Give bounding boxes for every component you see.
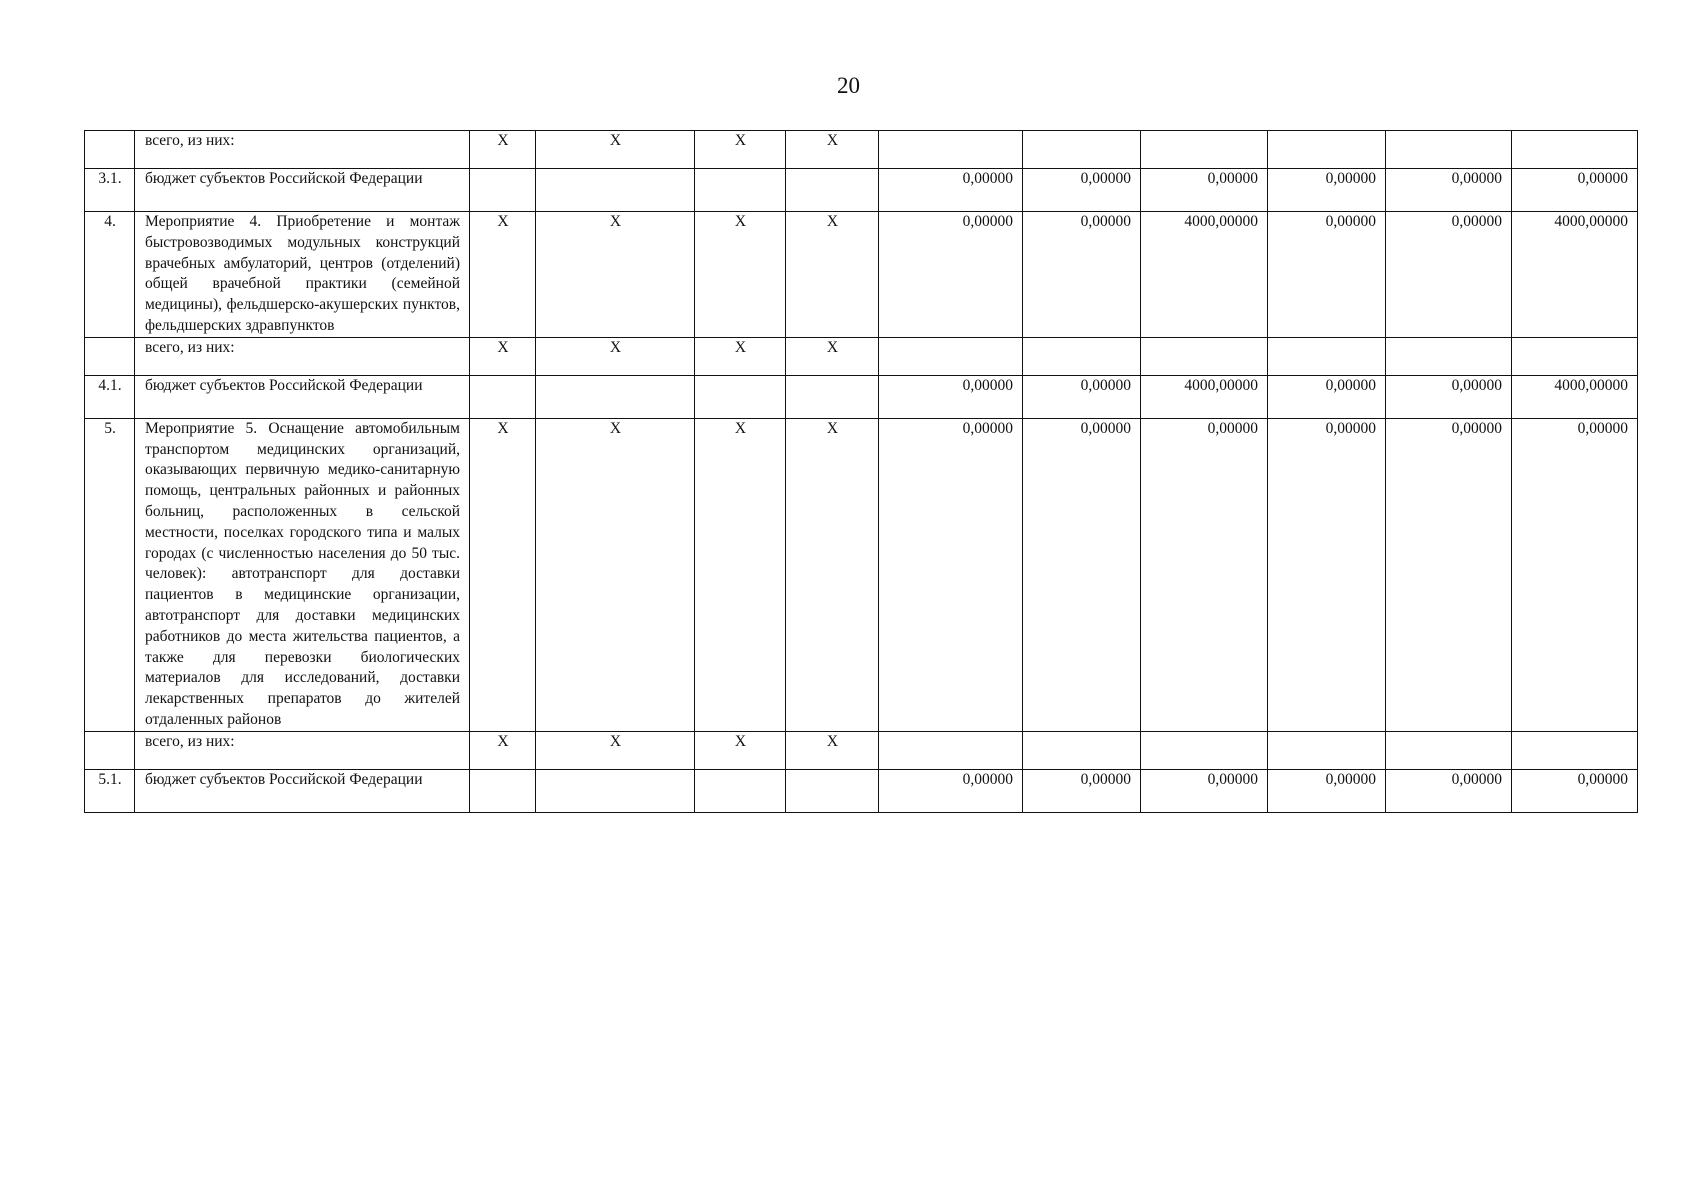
mark-cell: X xyxy=(695,418,786,731)
measure-row xyxy=(85,418,1638,731)
page-number: 20 xyxy=(837,73,860,98)
amount-cell: 0,00000 xyxy=(1268,212,1386,338)
mark-cell: X xyxy=(786,337,879,375)
mark-cell: X xyxy=(786,212,879,338)
mark-cell: X xyxy=(786,131,879,169)
mark-cell: X xyxy=(786,731,879,769)
amount-cell xyxy=(879,337,1023,375)
row-number-cell xyxy=(85,131,135,169)
amount-cell xyxy=(1141,131,1268,169)
mark-cell xyxy=(536,169,695,212)
mark-cell: X xyxy=(536,212,695,338)
row-number-cell xyxy=(85,731,135,769)
row-number-cell: 5.1. xyxy=(85,769,135,812)
description-cell: всего, из них: xyxy=(135,337,470,375)
row-number-cell: 4.1. xyxy=(85,375,135,418)
mark-cell: X xyxy=(695,337,786,375)
mark-cell xyxy=(695,169,786,212)
description-cell: всего, из них: xyxy=(135,731,470,769)
amount-cell: 0,00000 xyxy=(1512,418,1638,731)
mark-cell xyxy=(470,769,536,812)
amount-cell: 0,00000 xyxy=(1141,769,1268,812)
amount-cell xyxy=(1268,731,1386,769)
mark-cell: X xyxy=(536,337,695,375)
amount-cell: 0,00000 xyxy=(879,769,1023,812)
row-number-cell: 5. xyxy=(85,418,135,731)
description-cell: Мероприятие 5. Оснащение автомобильным транспортом медицинских организаций, оказывающих первичную медико-санитарную помощь, центральных районных и районных больниц, расположенных в сельской местности, поселках городского типа и малых городах (с численностью населения до 50 тыс. человек): автотранспорт для доставки пациентов в медицинские организации, автотранспорт для доставки медицинских работников до места жительства пациентов, а также для перевозки биологических материалов для исследований, доставки лекарственных препаратов до жителей отдаленных районов xyxy=(135,418,470,731)
amount-cell xyxy=(1512,131,1638,169)
mark-cell: X xyxy=(470,418,536,731)
amount-cell xyxy=(1023,731,1141,769)
mark-cell: X xyxy=(470,731,536,769)
amount-cell xyxy=(1268,337,1386,375)
description-cell: бюджет субъектов Российской Федерации xyxy=(135,169,470,212)
amount-cell xyxy=(1512,731,1638,769)
mark-cell xyxy=(695,375,786,418)
amount-cell: 0,00000 xyxy=(879,169,1023,212)
row-number-cell: 3.1. xyxy=(85,169,135,212)
amount-cell: 0,00000 xyxy=(879,418,1023,731)
row-number-cell xyxy=(85,337,135,375)
amount-cell: 0,00000 xyxy=(1512,769,1638,812)
amount-cell: 0,00000 xyxy=(1023,769,1141,812)
mark-cell xyxy=(470,169,536,212)
row-number-cell: 4. xyxy=(85,212,135,338)
amount-cell: 0,00000 xyxy=(1268,169,1386,212)
amount-cell: 0,00000 xyxy=(1023,418,1141,731)
mark-cell: X xyxy=(536,418,695,731)
amount-cell: 0,00000 xyxy=(879,375,1023,418)
amount-cell: 0,00000 xyxy=(1141,169,1268,212)
amount-cell xyxy=(1023,131,1141,169)
mark-cell: X xyxy=(695,212,786,338)
mark-cell: X xyxy=(695,131,786,169)
amount-cell: 4000,00000 xyxy=(1141,212,1268,338)
amount-cell: 0,00000 xyxy=(1268,375,1386,418)
amount-cell: 0,00000 xyxy=(1386,212,1512,338)
amount-cell xyxy=(1268,131,1386,169)
amount-cell xyxy=(1023,337,1141,375)
mark-cell: X xyxy=(536,731,695,769)
budget-table xyxy=(84,130,1638,813)
amount-cell xyxy=(1386,731,1512,769)
mark-cell xyxy=(786,375,879,418)
budget-row xyxy=(85,169,1638,212)
amount-cell xyxy=(1386,131,1512,169)
mark-cell xyxy=(786,169,879,212)
mark-cell: X xyxy=(470,131,536,169)
amount-cell xyxy=(1512,337,1638,375)
mark-cell xyxy=(695,769,786,812)
amount-cell: 0,00000 xyxy=(1268,418,1386,731)
mark-cell: X xyxy=(536,131,695,169)
amount-cell: 0,00000 xyxy=(1023,375,1141,418)
mark-cell: X xyxy=(470,212,536,338)
amount-cell xyxy=(1141,731,1268,769)
description-cell: бюджет субъектов Российской Федерации xyxy=(135,769,470,812)
total-row xyxy=(85,731,1638,769)
amount-cell: 4000,00000 xyxy=(1141,375,1268,418)
total-row xyxy=(85,337,1638,375)
description-cell: всего, из них: xyxy=(135,131,470,169)
amount-cell: 0,00000 xyxy=(1023,169,1141,212)
mark-cell: X xyxy=(695,731,786,769)
amount-cell: 0,00000 xyxy=(1386,418,1512,731)
amount-cell: 0,00000 xyxy=(879,212,1023,338)
amount-cell xyxy=(1141,337,1268,375)
amount-cell: 0,00000 xyxy=(1023,212,1141,338)
amount-cell xyxy=(879,131,1023,169)
amount-cell: 0,00000 xyxy=(1268,769,1386,812)
mark-cell xyxy=(536,375,695,418)
budget-row xyxy=(85,375,1638,418)
mark-cell: X xyxy=(786,418,879,731)
amount-cell: 0,00000 xyxy=(1386,769,1512,812)
measure-row xyxy=(85,212,1638,338)
mark-cell xyxy=(786,769,879,812)
amount-cell: 0,00000 xyxy=(1512,169,1638,212)
amount-cell xyxy=(879,731,1023,769)
table-body xyxy=(85,131,1638,813)
budget-row xyxy=(85,769,1638,812)
mark-cell xyxy=(536,769,695,812)
total-row xyxy=(85,131,1638,169)
amount-cell: 0,00000 xyxy=(1141,418,1268,731)
mark-cell: X xyxy=(470,337,536,375)
amount-cell: 4000,00000 xyxy=(1512,375,1638,418)
amount-cell xyxy=(1386,337,1512,375)
description-cell: бюджет субъектов Российской Федерации xyxy=(135,375,470,418)
description-cell: Мероприятие 4. Приобретение и монтаж быстровозводимых модульных конструкций врачебных амбулаторий, центров (отделений) общей врачебной практики (семейной медицины), фельдшерско-акушерских пунктов, фельдшерских здравпунктов xyxy=(135,212,470,338)
amount-cell: 0,00000 xyxy=(1386,375,1512,418)
amount-cell: 0,00000 xyxy=(1386,169,1512,212)
mark-cell xyxy=(470,375,536,418)
amount-cell: 4000,00000 xyxy=(1512,212,1638,338)
